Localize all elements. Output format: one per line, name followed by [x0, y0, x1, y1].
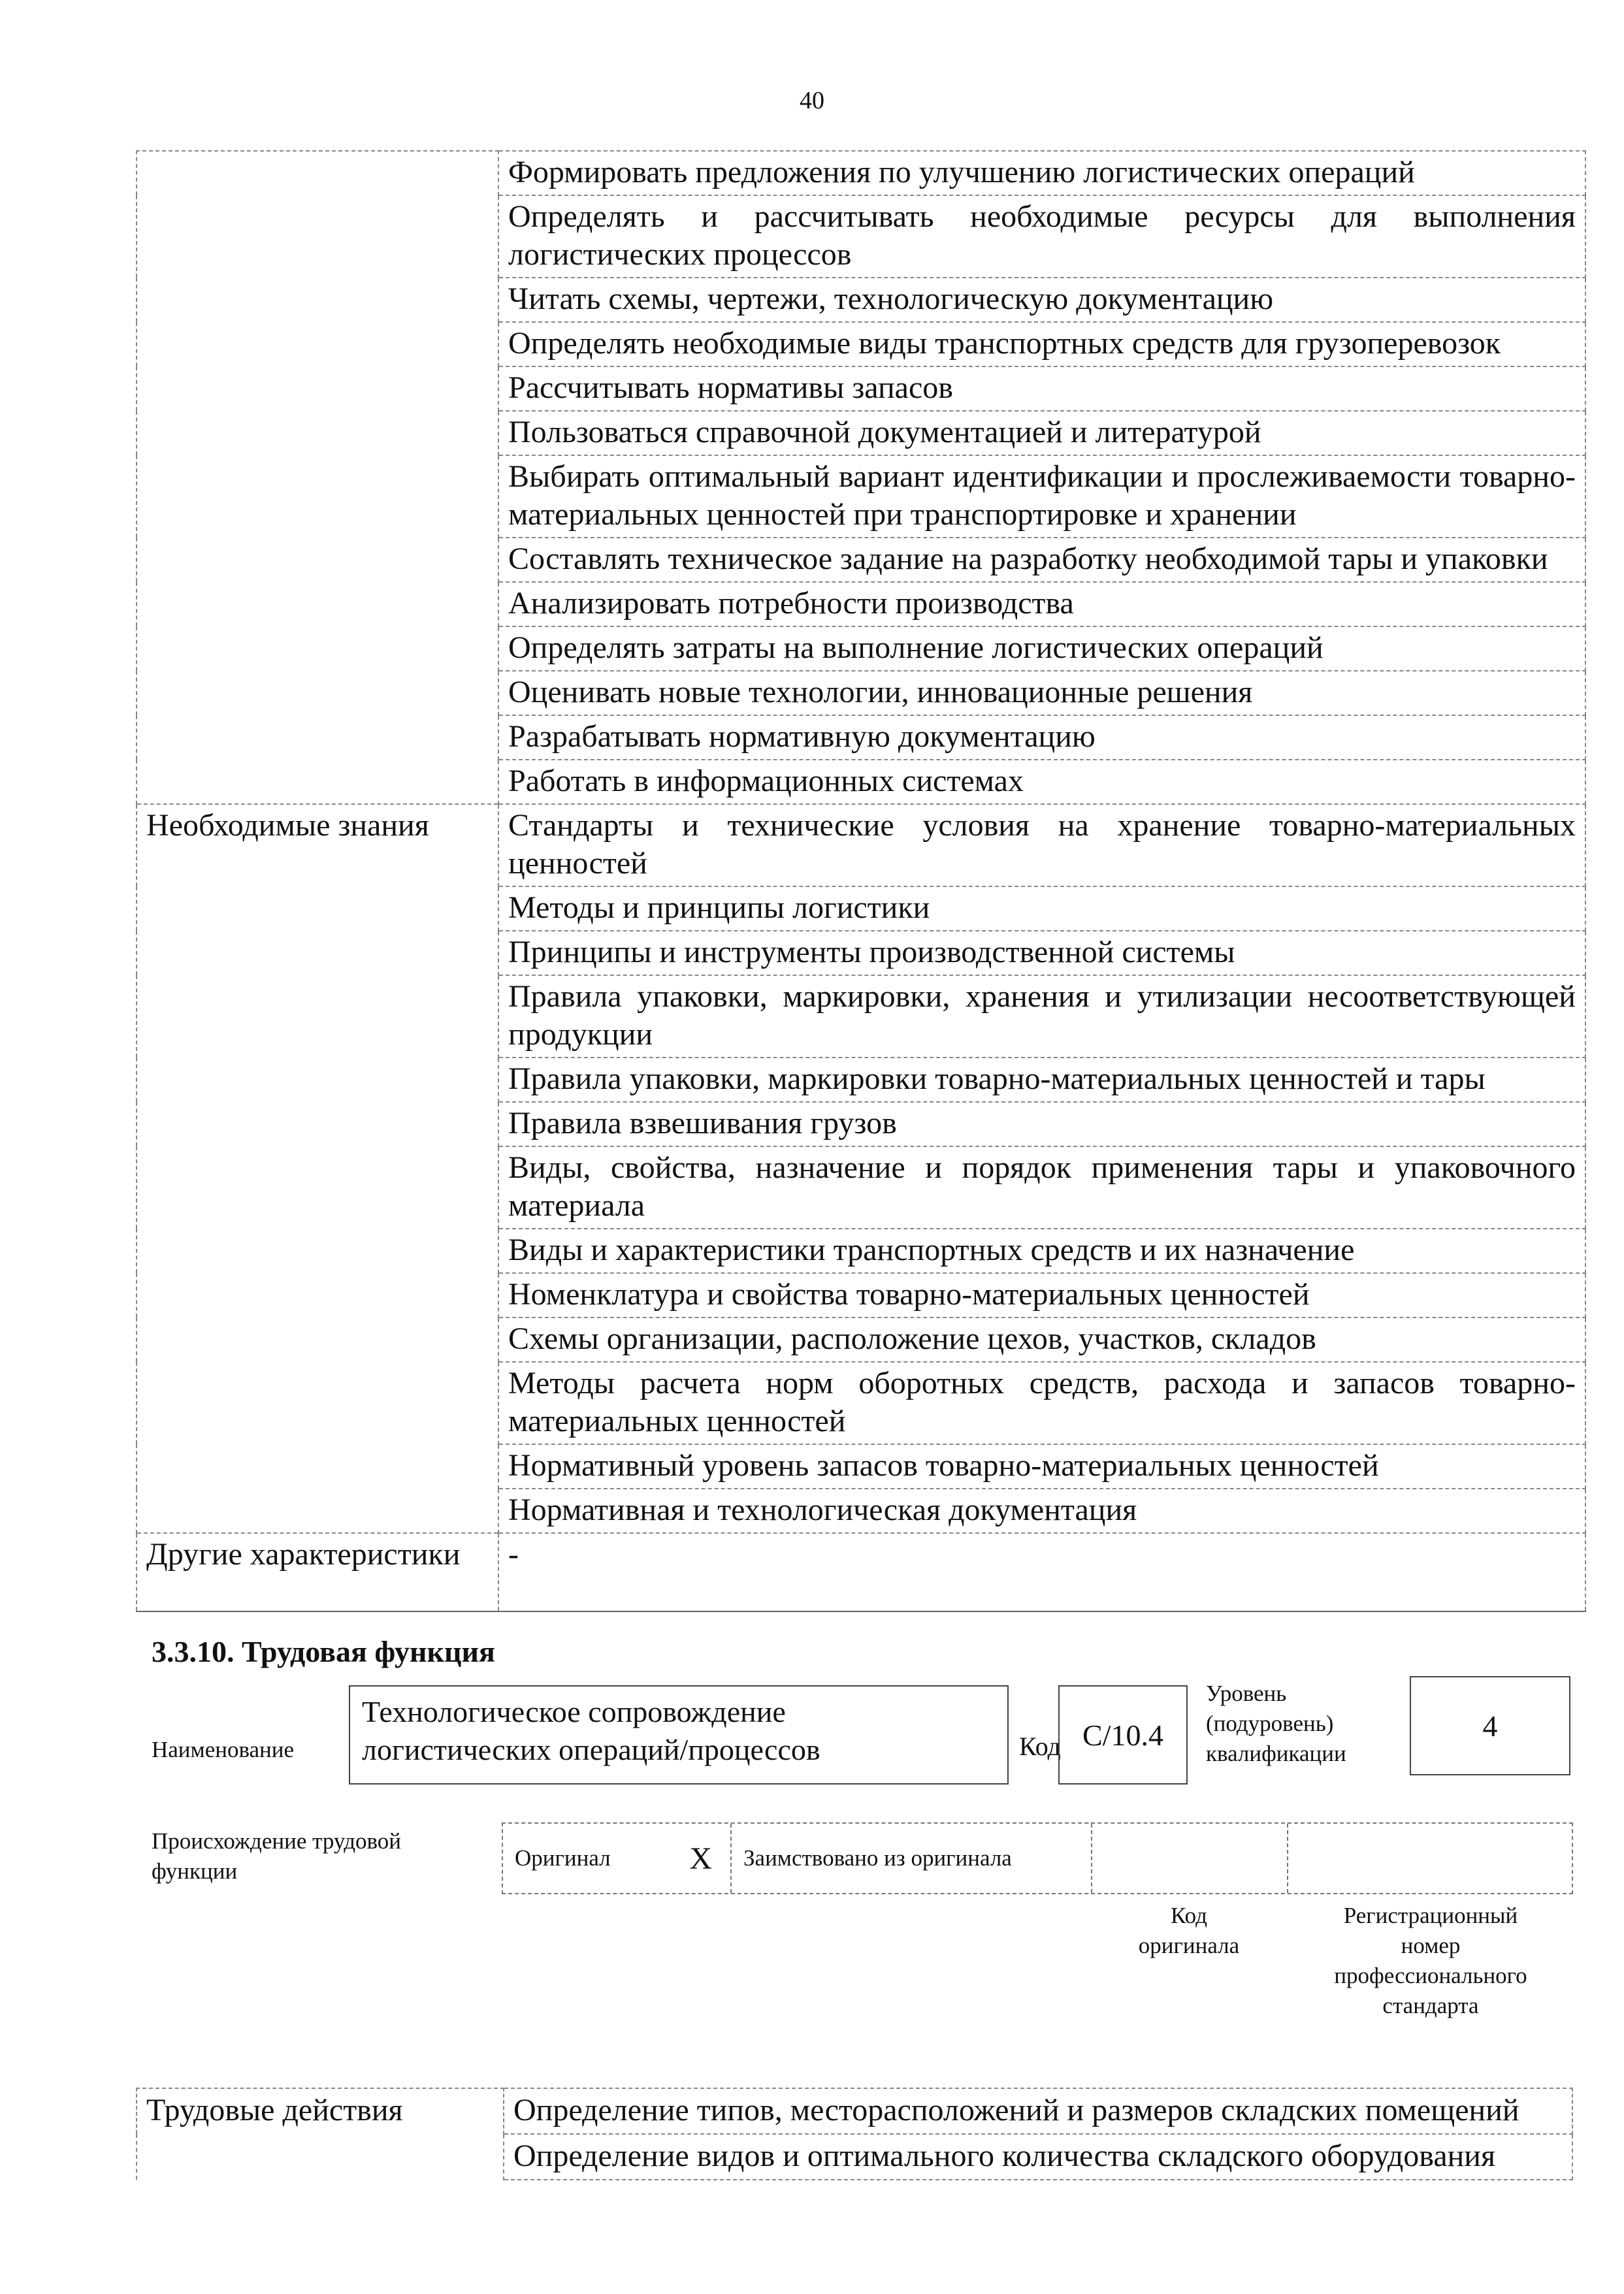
- skill-item: Определять и рассчитывать необходимые ресурсы для выполнения логистических процессов: [498, 195, 1585, 278]
- knowledge-item: Нормативный уровень запасов товарно-материальных ценностей: [498, 1444, 1585, 1489]
- skill-item: Рассчитывать нормативы запасов: [498, 366, 1585, 411]
- borrowed-cell: [732, 1824, 1092, 1893]
- original-code-caption: Код оригинала: [1138, 1903, 1240, 1958]
- other-characteristics-value: -: [498, 1533, 1585, 1611]
- code-label: Код: [1019, 1732, 1061, 1761]
- function-name-line: Технологическое сопровождение: [362, 1695, 786, 1728]
- table-row: [137, 1444, 1585, 1489]
- skills-knowledge-table: [136, 150, 1586, 1612]
- table-row: [137, 626, 1585, 671]
- skill-item: Разрабатывать нормативную документацию: [498, 715, 1585, 760]
- knowledge-item: Правила упаковки, маркировки товарно-материальных ценностей и тары: [498, 1058, 1585, 1102]
- labor-action-item: Определение видов и оптимального количества складского оборудования: [504, 2134, 1572, 2180]
- table-row: [137, 760, 1585, 804]
- knowledge-item: Методы и принципы логистики: [498, 886, 1585, 931]
- original-label: Оригинал: [515, 1845, 611, 1871]
- labor-actions-table: [136, 2088, 1573, 2180]
- table-row: [137, 1273, 1585, 1317]
- skill-item: Анализировать потребности производства: [498, 582, 1585, 626]
- original-mark: X: [689, 1841, 712, 1876]
- table-row: [137, 975, 1585, 1058]
- table-row: [137, 1533, 1585, 1611]
- labor-action-item: Определение типов, месторасположений и размеров складских помещений: [504, 2088, 1572, 2134]
- level-value: 4: [1410, 1676, 1570, 1775]
- table-row: [137, 1362, 1585, 1444]
- skill-item: Формировать предложения по улучшению логистических операций: [498, 151, 1585, 195]
- table-row: [137, 886, 1585, 931]
- table-row: [137, 411, 1585, 455]
- table-row: [137, 538, 1585, 582]
- section-title: 3.3.10. Трудовая функция: [152, 1635, 495, 1668]
- skill-item: Определять затраты на выполнение логистических операций: [498, 626, 1585, 671]
- table-row: [137, 195, 1585, 278]
- table-row: [137, 582, 1585, 626]
- table-row: [137, 1317, 1585, 1362]
- table-row: [137, 151, 1585, 195]
- table-row: [137, 2134, 1572, 2180]
- origin-row: [502, 1822, 1573, 1894]
- function-name-box: [349, 1685, 1009, 1785]
- other-characteristics-label: Другие характеристики: [137, 1533, 498, 1611]
- table-row: [137, 2088, 1572, 2134]
- borrowed-label: Заимствовано из оригинала: [743, 1845, 1012, 1871]
- table-row: [137, 278, 1585, 322]
- table-row: [137, 366, 1585, 411]
- original-code-cell: [1092, 1824, 1288, 1893]
- registration-number-cell: [1288, 1824, 1572, 1893]
- skill-item: Выбирать оптимальный вариант идентификации и прослеживаемости товарно-материальных ценностей при транспортировке и хранении: [498, 455, 1585, 538]
- knowledge-item: Правила взвешивания грузов: [498, 1102, 1585, 1146]
- knowledge-item: Виды и характеристики транспортных средств и их назначение: [498, 1229, 1585, 1273]
- knowledge-item: Методы расчета норм оборотных средств, расхода и запасов товарно-материальных ценностей: [498, 1362, 1585, 1444]
- table-row: [137, 804, 1585, 886]
- skill-item: Определять необходимые виды транспортных средств для грузоперевозок: [498, 322, 1585, 366]
- table-row: [137, 1229, 1585, 1273]
- knowledge-item: Стандарты и технические условия на хранение товарно-материальных ценностей: [498, 804, 1585, 886]
- table-row: [137, 1146, 1585, 1229]
- labor-actions-label: Трудовые действия: [137, 2088, 504, 2134]
- skill-item: Оценивать новые технологии, инновационные решения: [498, 671, 1585, 715]
- skill-item: Пользоваться справочной документацией и литературой: [498, 411, 1585, 455]
- knowledge-label: Необходимые знания: [137, 804, 498, 886]
- table-row: [137, 322, 1585, 366]
- table-row: [137, 1102, 1585, 1146]
- table-row: [137, 1489, 1585, 1533]
- table-row: [137, 1058, 1585, 1102]
- knowledge-item: Виды, свойства, назначение и порядок применения тары и упаковочного материала: [498, 1146, 1585, 1229]
- knowledge-item: Принципы и инструменты производственной системы: [498, 931, 1585, 975]
- knowledge-item: Номенклатура и свойства товарно-материальных ценностей: [498, 1273, 1585, 1317]
- table-row: [137, 715, 1585, 760]
- knowledge-item: Схемы организации, расположение цехов, участков, складов: [498, 1317, 1585, 1362]
- page-number: 40: [800, 87, 824, 114]
- skill-item: Составлять техническое задание на разработку необходимой тары и упаковки: [498, 538, 1585, 582]
- skill-item: Читать схемы, чертежи, технологическую документацию: [498, 278, 1585, 322]
- skill-item: Работать в информационных системах: [498, 760, 1585, 804]
- table-row: [137, 671, 1585, 715]
- name-label: Наименование: [152, 1737, 295, 1762]
- level-label: Уровень (подуровень) квалификации: [1206, 1681, 1346, 1766]
- origin-label: Происхождение трудовой функции: [152, 1828, 402, 1884]
- original-cell: [503, 1824, 732, 1893]
- table-row: [137, 931, 1585, 975]
- function-name-line: логистических операций/процессов: [362, 1733, 820, 1766]
- knowledge-item: Правила упаковки, маркировки, хранения и утилизации несоответствующей продукции: [498, 975, 1585, 1058]
- registration-number-caption: Регистрационный номер профессионального стандарта: [1334, 1903, 1527, 2018]
- table-row: [137, 455, 1585, 538]
- code-value: C/10.4: [1058, 1685, 1188, 1785]
- knowledge-item: Нормативная и технологическая документация: [498, 1489, 1585, 1533]
